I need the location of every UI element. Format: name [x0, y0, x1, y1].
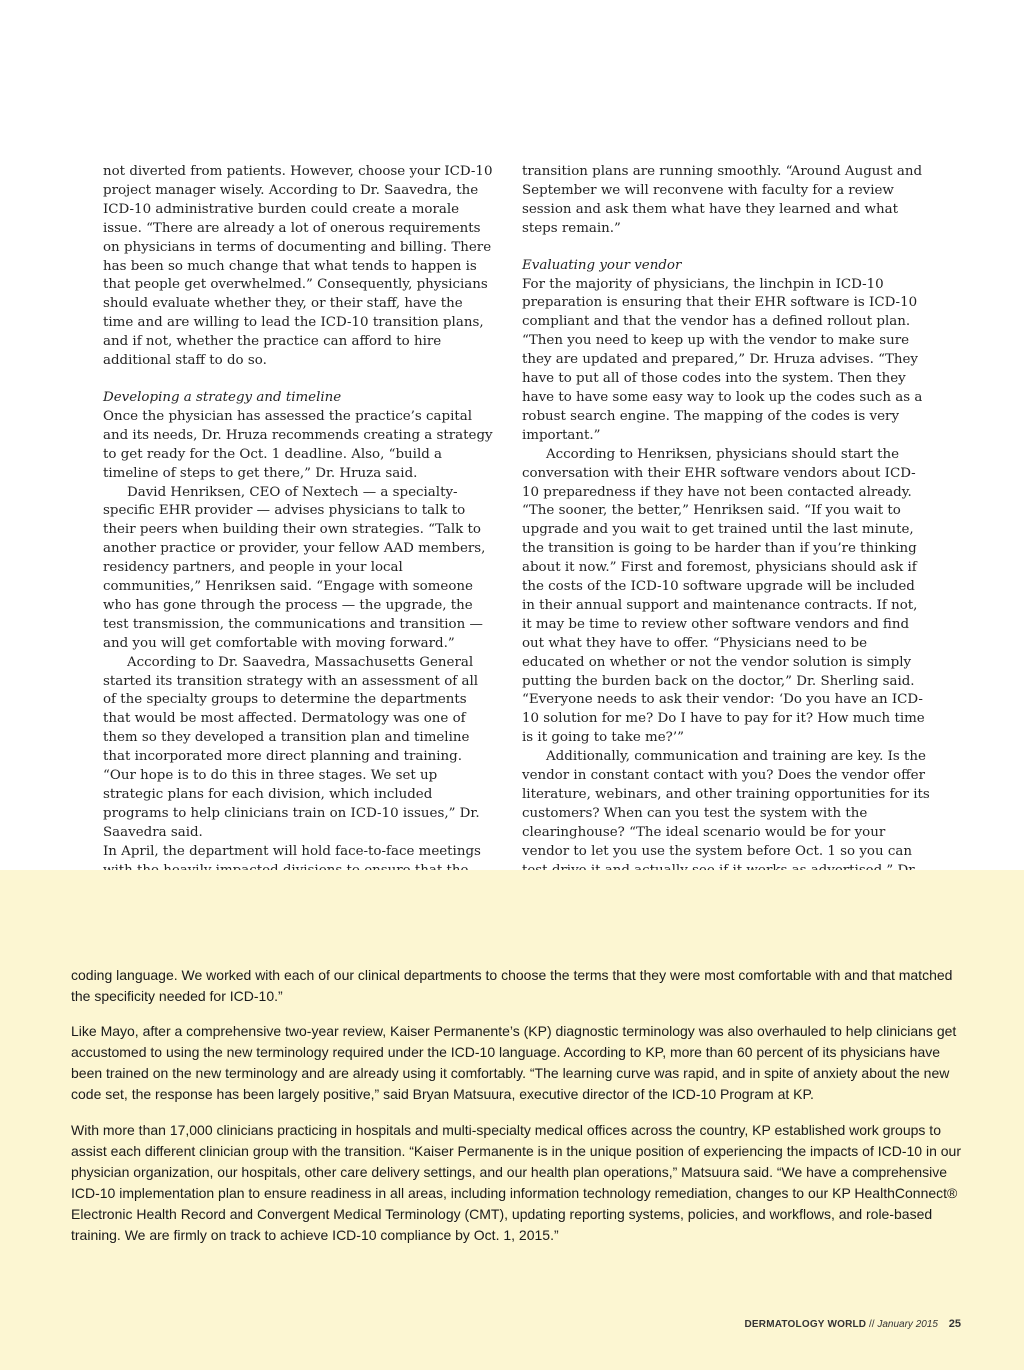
sidebar-paragraph: With more than 17,000 clinicians practicing in hospitals and multi-specialty medical offices across the country, KP established work groups to assist each different clinician group with the transition. “Kaiser Permanente is in the unique position of experiencing the impacts of ICD-10 in our physician organization, our hospitals, other care delivery settings, and our health plan operations,” Matsuura said. “We have a comprehensive ICD-10 implementation plan to ensure readiness in all areas, including information technology remediation, changes to our KP HealthConnect® Electronic Health Record and Convergent Medical Terminology (CMT), updating reporting systems, policies, and workflows, and role-based training. We are firmly on track to achieve ICD-10 compliance by Oct. 1, 2015.” — [71, 1121, 961, 1244]
body-paragraph: Once the physician has assessed the practice’s capital and its needs, Dr. Hruza recommends creating a strategy to get ready for the Oct. 1 deadline. Also, “build a timeline of steps to get there,” Dr. Hruza said. — [103, 408, 493, 481]
body-paragraph: According to Henriksen, physicians should start the conversation with their EHR software vendors about ICD-10 preparedness if they have not been contacted already. “The sooner, the better,” Henriksen said. “If you wait to upgrade and you wait to get trained until the last minute, the transition is going to be harder than if you’re thinking about it now.” First and foremost, physicians should ask if the costs of the ICD-10 software upgrade will be included in their annual support and maintenance contracts. If not, it may be time to review other software vendors and find out what they have to offer. “Physicians need to be educated on whether or not the vendor solution is simply putting the burden back on the doctor,” Dr. Sherling said. “Everyone needs to ask their vendor: ‘Do you have an ICD-10 solution for me? Do I have to pay for it? How much time is it going to take me?’” — [522, 446, 925, 746]
issue-date: January 2015 — [877, 1319, 938, 1330]
body-paragraph: David Henriksen, CEO of Nextech — a specialty-specific EHR provider — advises physicians to talk to their peers when building their own strategies. “Talk to another practice or provider, your fellow AAD members, residency partners, and people in your local communities,” Henriksen said. “Engage with someone who has gone through the process — the upgrade, the test transmission, the communications and transition — and you will get comfortable with moving forward.” — [103, 484, 486, 651]
page-footer — [745, 1318, 962, 1330]
sidebar-paragraph: Like Mayo, after a comprehensive two-year review, Kaiser Permanente’s (KP) diagnostic terminology was also overhauled to help clinicians get accustomed to using the new terminology required under the ICD-10 language. According to KP, more than 60 percent of its physicians have been trained on the new terminology and are already using it comfortably. “The learning curve was rapid, and in spite of anxiety about the new code set, the response has been largely positive,” said Bryan Matsuura, executive director of the ICD-10 Program at KP. — [71, 1023, 957, 1103]
body-paragraph: In April, the department will hold face-to-face meetings — [103, 843, 481, 859]
left-column — [103, 163, 495, 881]
section-heading: Developing a strategy and timeline — [103, 389, 342, 405]
page-number: 25 — [948, 1318, 961, 1330]
sidebar-box — [0, 870, 1024, 1370]
section-heading: Evaluating your vendor — [522, 257, 682, 273]
sidebar-text — [71, 965, 961, 1260]
body-paragraph: According to Dr. Saavedra, Massachusetts General started its transition strategy with an assessment of all of the specialty groups to determine the departments that would be most affected. Dermatology was one of them so they developed a transition plan and timeline that incorporated more direct planning and training. “Our hope is to do this in three stages. We set up strategic plans for each division, which included programs to help clinicians train on ICD-10 issues,” Dr. Saavedra said. — [103, 654, 480, 840]
footer-separator: // — [869, 1319, 875, 1330]
body-paragraph: Additionally, communication and training are key. Is the vendor in constant contact with you? Does the vendor offer literature, webinars, and other training opportunities for its customers? When can you test the system with the clearinghouse? “The ideal scenario would be for your vendor to let you use the system before Oct. 1 so you can — [522, 749, 930, 859]
right-column — [522, 163, 930, 899]
body-paragraph: transition plans are running smoothly. “Around August and September we will reconvene with faculty for a review session and ask them what have they learned and what steps remain.” — [522, 164, 923, 236]
sidebar-paragraph: coding language. We worked with each of our clinical departments to choose the terms that they were most comfortable with and that matched the specificity needed for ICD-10.” — [71, 967, 953, 1005]
body-paragraph: For the majority of physicians, the linchpin in ICD-10 preparation is ensuring that their EHR software is ICD-10 compliant and that the vendor has a defined rollout plan. “Then you need to keep up with the vendor to make sure they are updated and prepared,” Dr. Hruza advises. “They have to put all of those codes into the system. Then they have to have some easy way to look up the codes such as a robust search engine. The mapping of the codes is very important.” — [522, 276, 923, 443]
magazine-name: DERMATOLOGY WORLD — [744, 1319, 867, 1330]
body-paragraph: not diverted from patients. However, choose your ICD-10 project manager wisely. According to Dr. Saavedra, the ICD-10 administrative burden could create a morale issue. “There are already a lot of onerous requirements on physicians in terms of documenting and billing. There has been so much change that what tends to happen is that people get overwhelmed.” Consequently, physicians should evaluate whether they, or their staff, have the time and are willing to lead the ICD-10 transition plans, and if not, whether the practice can afford to hire additional staff to do so. — [103, 164, 493, 369]
